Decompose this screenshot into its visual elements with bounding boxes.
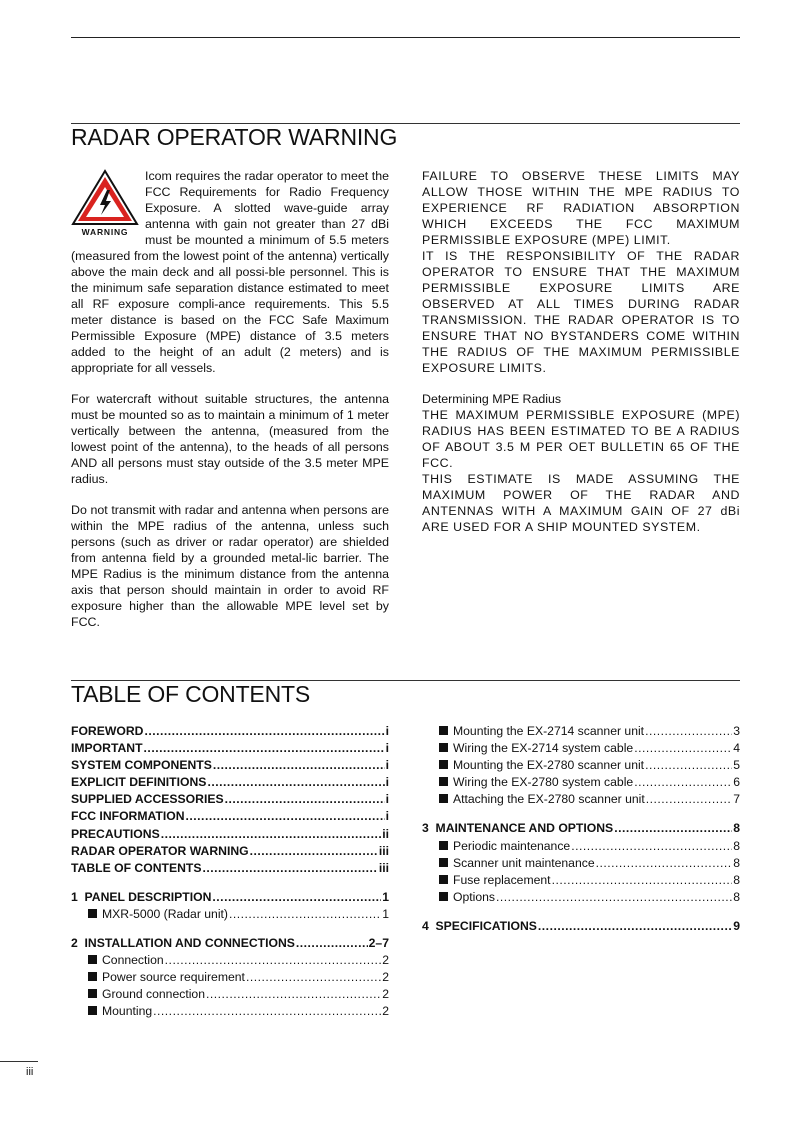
toc-entry-label: SYSTEM COMPONENTS [71, 758, 212, 773]
dot-leader [596, 855, 733, 872]
high-voltage-warning-icon [71, 168, 139, 238]
dot-leader [571, 838, 732, 855]
warning-paragraph-3: Do not transmit with radar and antenna when persons are within the MPE radius of the antenna, unless such persons (such as driver or radar operator) are shielded from antenna field by a grounded metal-lic barrier. The MPE Radius is the minimum distance from the antenna axis that person should maintain in order to avoid RF exposure higher than the allowable MPE level set by FCC. [71, 503, 389, 629]
toc-entry-page: 1 [382, 906, 389, 921]
toc-entry-label: Fuse replacement [453, 872, 551, 887]
toc-sub-entry[interactable] [71, 1003, 389, 1020]
toc-entry-label: Mounting [102, 1004, 153, 1019]
toc-right-column [422, 723, 740, 935]
square-bullet-icon [439, 760, 448, 769]
dot-leader [213, 757, 385, 774]
dot-leader [165, 952, 382, 969]
failure-notice: FAILURE TO OBSERVE THESE LIMITS MAY ALLOW THOSE WITHIN THE MPE RADIUS TO EXPERIENCE RF RADIATION ABSORPTION WHICH EXCEEDS THE FCC MAXIMUM PERMISSIBLE EXPOSURE (MPE) LIMIT. [422, 169, 740, 247]
toc-entry-page: 4 [733, 741, 740, 756]
square-bullet-icon [439, 743, 448, 752]
toc-sub-entry[interactable] [422, 838, 740, 855]
toc-entry-page: i [385, 775, 389, 790]
page-number: iii [26, 1066, 34, 1078]
toc-left-column [71, 723, 389, 1021]
square-bullet-icon [439, 892, 448, 901]
toc-sub-entry[interactable] [71, 952, 389, 969]
toc-sub-entry[interactable] [422, 757, 740, 774]
toc-entry-page: iii [378, 860, 389, 875]
warning-paragraph-1: Icom requires the radar operator to meet the FCC Requirements for Radio Frequency Exposure. A slotted wave-guide array antenna with gain not greater than 27 dBi must be mounted a minimum of 5.5 meters (measured from the lowest point of the antenna) vertically above the main deck and all possi-ble personnel. This is the minimum safe separation distance estimated to meet all RF exposure compli-ance requirements. This 5.5 meter distance is based on the FCC Safe Maximum Permissible Exposure (MPE) distance of 3.5 meters added to the height of an adult (2 meters) and is appropriate for all vessels. [71, 169, 389, 375]
toc-entry-label: Attaching the EX-2780 scanner unit [453, 792, 645, 807]
toc-entry-page: ii [382, 826, 389, 841]
toc-sub-entry[interactable] [422, 855, 740, 872]
toc-entry[interactable] [71, 860, 389, 877]
toc-entry-installation[interactable]: 2 INSTALLATION AND CONNECTIONS ..... 2–7 [71, 935, 389, 952]
dot-leader [144, 723, 384, 740]
footer-rule [0, 1061, 38, 1062]
square-bullet-icon [439, 777, 448, 786]
dot-leader [646, 791, 732, 808]
toc-sub-entry[interactable] [422, 774, 740, 791]
toc-entry-label: PRECAUTIONS [71, 826, 160, 841]
toc-entry[interactable] [71, 791, 389, 808]
toc-sub-entry[interactable] [71, 969, 389, 986]
toc-entry-label: MXR-5000 (Radar unit) [102, 906, 228, 921]
dot-leader [202, 860, 377, 877]
toc-entry-label: Wiring the EX-2780 system cable [453, 775, 634, 790]
square-bullet-icon [88, 989, 97, 998]
toc-entry-page: 3 [733, 724, 740, 738]
toc-entry-specifications[interactable]: 4 SPECIFICATIONS ..... 9 [422, 918, 740, 935]
warning-paragraph-2: For watercraft without suitable structures, the antenna must be mounted so as to maintain a minimum of 1 meter vertically between the antenna, (measured from the lowest point of the antenna), to the heads of all persons AND all persons must stay outside of the 3.5 meter MPE radius. [71, 392, 389, 486]
mpe-assumption: THIS ESTIMATE IS MADE ASSUMING THE MAXIMUM POWER OF THE RADAR AND ANTENNAS WITH A MAXIMUM GAIN OF 27 dBi ARE USED FOR A SHIP MOUNTED SYSTEM. [422, 472, 740, 534]
toc-entry-label: RADAR OPERATOR WARNING [71, 843, 249, 858]
toc-sub-entry[interactable] [71, 906, 389, 923]
toc-sub-entry[interactable] [422, 740, 740, 757]
toc-entry-label: EXPLICIT DEFINITIONS [71, 775, 207, 790]
toc-entry-page: 8 [733, 838, 740, 853]
dot-leader [229, 906, 381, 923]
toc-title: TABLE OF CONTENTS [71, 681, 310, 707]
square-bullet-icon [88, 955, 97, 964]
square-bullet-icon [439, 726, 448, 735]
toc-entry-page: 6 [733, 775, 740, 790]
dot-leader [246, 969, 381, 986]
toc-entry-label: Power source requirement [102, 970, 245, 985]
toc-entry[interactable] [71, 740, 389, 757]
toc-entry-page: i [385, 792, 389, 807]
toc-entry-label: Connection [102, 953, 164, 968]
toc-entry-page: 7 [733, 792, 740, 807]
toc-entry-page: 5 [733, 758, 740, 773]
dot-leader [645, 723, 732, 740]
square-bullet-icon [88, 909, 97, 918]
toc-entry-page: 2 [382, 953, 389, 968]
mpe-radius-estimate: THE MAXIMUM PERMISSIBLE EXPOSURE (MPE) RADIUS HAS BEEN ESTIMATED TO BE A RADIUS OF ABOUT 3.5 M PER OET BULLETIN 65 OF THE FCC. [422, 408, 740, 470]
toc-entry-page: iii [378, 843, 389, 858]
dot-leader [153, 1003, 381, 1020]
toc-entry-page: 2 [382, 987, 389, 1002]
square-bullet-icon [439, 858, 448, 867]
dot-leader [250, 843, 378, 860]
toc-entry-label: Mounting the EX-2714 scanner unit [453, 724, 645, 738]
toc-entry-label: SUPPLIED ACCESSORIES [71, 792, 224, 807]
dot-leader [645, 757, 732, 774]
toc-entry-page: 2 [382, 970, 389, 985]
square-bullet-icon [439, 794, 448, 803]
dot-leader [207, 774, 384, 791]
toc-entry-panel-description[interactable]: 1 PANEL DESCRIPTION ..... 1 [71, 889, 389, 906]
dot-leader [496, 889, 732, 906]
mpe-radius-heading: Determining MPE Radius [422, 392, 562, 406]
toc-entry-page: 8 [733, 855, 740, 870]
svg-text:WARNING: WARNING [81, 227, 129, 237]
warning-right-column [422, 168, 740, 535]
toc-entry-label: FOREWORD [71, 724, 144, 738]
dot-leader [206, 986, 381, 1003]
dot-leader [186, 808, 385, 825]
square-bullet-icon [88, 1006, 97, 1015]
toc-entry[interactable] [71, 808, 389, 825]
toc-entry-maintenance[interactable]: 3 MAINTENANCE AND OPTIONS ..... 8 [422, 820, 740, 837]
toc-sub-entry[interactable] [422, 889, 740, 906]
toc-entry-page: 8 [733, 889, 740, 904]
dot-leader [634, 774, 732, 791]
toc-entry-page: i [385, 809, 389, 824]
toc-entry-page: i [385, 758, 389, 773]
toc-sub-entry[interactable] [422, 723, 740, 740]
dot-leader [161, 826, 382, 843]
toc-sub-entry[interactable] [71, 986, 389, 1003]
toc-sub-entry[interactable] [422, 872, 740, 889]
dot-leader [552, 872, 733, 889]
toc-entry-label: Scanner unit maintenance [453, 855, 595, 870]
toc-entry-label: FCC INFORMATION [71, 809, 185, 824]
toc-sub-entry[interactable] [422, 791, 740, 808]
warning-left-column [71, 168, 389, 630]
toc-entry[interactable] [71, 757, 389, 774]
toc-entry[interactable] [71, 723, 389, 740]
toc-entry-label: Ground connection [102, 987, 205, 1002]
dot-leader [634, 740, 732, 757]
warning-section-title: RADAR OPERATOR WARNING [71, 124, 398, 150]
toc-entry-label: IMPORTANT [71, 741, 143, 756]
toc-entry-label: TABLE OF CONTENTS [71, 860, 202, 875]
toc-entry-page: i [385, 724, 389, 738]
dot-leader [225, 791, 385, 808]
square-bullet-icon [439, 875, 448, 884]
toc-entry[interactable] [71, 774, 389, 791]
responsibility-notice: IT IS THE RESPONSIBILITY OF THE RADAR OPERATOR TO ENSURE THAT THE MAXIMUM PERMISSIBLE EXPOSURE LIMITS ARE OBSERVED AT ALL TIMES DURING RADAR TRANSMISSION. THE RADAR OPERATOR IS TO ENSURE THAT NO BYSTANDERS COME WITHIN THE RADIUS OF THE MAXIMUM PERMISSIBLE EXPOSURE LIMITS. [422, 249, 740, 375]
dot-leader [144, 740, 385, 757]
toc-entry[interactable] [71, 826, 389, 843]
toc-entry-label: Options [453, 889, 496, 904]
toc-entry-label: Periodic maintenance [453, 838, 571, 853]
toc-entry-page: i [385, 741, 389, 756]
toc-entry-label: Wiring the EX-2714 system cable [453, 741, 634, 756]
top-rule [71, 37, 740, 38]
toc-entry-label: Mounting the EX-2780 scanner unit [453, 758, 645, 773]
toc-entry[interactable] [71, 843, 389, 860]
toc-entry-page: 8 [733, 872, 740, 887]
warning-symbol [71, 168, 141, 240]
square-bullet-icon [439, 841, 448, 850]
square-bullet-icon [88, 972, 97, 981]
toc-entry-page: 2 [382, 1004, 389, 1019]
